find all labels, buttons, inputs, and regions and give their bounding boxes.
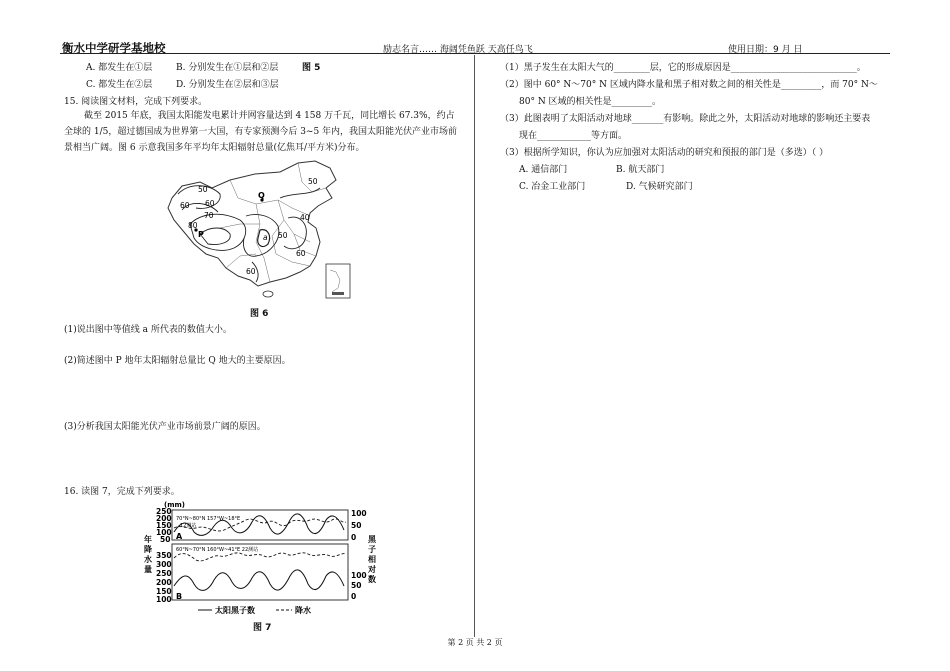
option-b: B. 分别发生在①层和②层 — [176, 63, 279, 73]
y-left-top-tick-1: 250 — [156, 507, 172, 516]
contour-label-60c: 60 — [296, 249, 306, 258]
option-a: A. 都发生在①层 — [86, 63, 153, 73]
figure-6-caption: 图 6 — [250, 309, 269, 319]
contour-label-60a: 60 — [205, 199, 215, 208]
y2-axis-title-1: 黑 — [368, 535, 376, 544]
contour-label-a: a — [263, 233, 268, 242]
legend-precipitation: 降水 — [295, 606, 311, 615]
option-c: C. 都发生在②层 — [86, 80, 153, 90]
right-option-a: A. 通信部门 — [519, 165, 568, 175]
y-right-top-tick-2: 50 — [351, 521, 362, 530]
sub-question-1: （1）黑子发生在太阳大气的________层，它的形成原因是____________________________。 — [500, 63, 866, 73]
y2-axis-title-4: 对 — [368, 565, 376, 574]
y2-axis-title-3: 相 — [368, 555, 376, 564]
y-axis-title-1: 年 — [144, 535, 152, 544]
y-left-bottom-tick-1: 350 — [156, 551, 172, 560]
question-15-material: 截至 2015 年底，我国太阳能发电累计并网容量达到 4 158 万千瓦，同比增长 67.3%，约占全球的 1/5，超过德国成为世界第一大国，有专家预测今后 3~5 年内，我国太阳能光伏产业市场前景相当广阔。图 6 示意我国多年平均年太阳辐射总量(亿焦耳/平方米)分布。 — [64, 111, 458, 153]
panel-a-region-note: 70°N~80°N 157°W~18°E — [176, 516, 241, 522]
contour-label-50c: 50 — [278, 231, 288, 240]
legend-sunspot: 太阳黑子数 — [215, 606, 255, 615]
panel-b-region-note: 60°N~70°N 160°W~41°E 22测站 — [176, 547, 259, 553]
y-left-top-tick-2: 200 — [156, 514, 172, 523]
contour-label-50b: 50 — [308, 177, 318, 186]
sub-question-2-line-2: 80° N 区域的相关性是_________。 — [519, 97, 662, 107]
contour-label-60d: 60 — [246, 267, 256, 276]
unit-label: (mm) — [164, 501, 185, 509]
y-left-top-tick-3: 150 — [156, 521, 172, 530]
right-option-c: C. 冶金工业部门 — [519, 182, 586, 192]
header-rule — [60, 53, 890, 54]
y-right-bottom-tick-1: 100 — [351, 571, 367, 580]
y-left-bottom-tick-3: 250 — [156, 569, 172, 578]
question-15-1: (1)说出图中等值线 a 所代表的数值大小。 — [64, 325, 232, 335]
panel-a-label: A — [176, 532, 183, 541]
sub-question-3-line-2: 现在____________等方面。 — [519, 131, 628, 141]
figure-7-caption: 图 7 — [253, 623, 272, 633]
y2-axis-title-2: 子 — [368, 545, 376, 554]
y-right-bottom-tick-3: 0 — [351, 592, 357, 601]
sub-question-4: （3）根据所学知识，你认为应加强对太阳活动的研究和预报的部门是（多选）（ ） — [500, 148, 829, 158]
contour-label-40: 40 — [300, 213, 310, 222]
y-left-top-tick-4: 100 — [156, 528, 172, 537]
y-left-bottom-tick-2: 300 — [156, 560, 172, 569]
question-16-title: 16. 读图 7，完成下列要求。 — [64, 487, 180, 497]
question-15-3: (3)分析我国太阳能光伏产业市场前景广阔的原因。 — [64, 422, 266, 432]
question-15-2: (2)简述图中 P 地年太阳辐射总量比 Q 地大的主要原因。 — [64, 356, 291, 366]
figure-7-chart — [130, 498, 380, 618]
y-left-bottom-tick-5: 150 — [156, 587, 172, 596]
contour-label-60b: 60 — [180, 201, 190, 210]
y-left-top-tick-5: 50 — [160, 535, 171, 544]
right-option-d: D. 气候研究部门 — [626, 182, 693, 192]
y-right-bottom-tick-2: 50 — [351, 581, 362, 590]
y2-axis-title-5: 数 — [368, 575, 376, 584]
y-right-top-tick-3: 0 — [351, 533, 357, 542]
y-left-bottom-tick-4: 200 — [156, 578, 172, 587]
point-p-label: P — [198, 230, 204, 239]
panel-b-label: B — [176, 592, 183, 601]
china-solar-radiation-map — [160, 158, 355, 302]
y-axis-title-4: 量 — [144, 565, 152, 574]
figure-5-caption: 图 5 — [302, 63, 321, 73]
page-footer: 第 2 页 共 2 页 — [447, 638, 503, 647]
option-d: D. 分别发生在②层和③层 — [176, 80, 279, 90]
question-15-title: 15. 阅读图文材料，完成下列要求。 — [64, 97, 208, 107]
sub-question-2-line-1: （2）图中 60° N～70° N 区域内降水量和黑子相对数之间的相关性是_________，而 70° N～ — [500, 80, 878, 90]
contour-label-50a: 50 — [198, 185, 208, 194]
contour-label-70: 70 — [204, 211, 214, 220]
y-left-bottom-tick-6: 100 — [156, 595, 172, 604]
school-name: 衡水中学研学基地校 — [62, 41, 166, 55]
right-option-b: B. 航天部门 — [616, 165, 665, 175]
column-divider — [474, 55, 475, 637]
point-q-label: Q — [258, 191, 265, 200]
panel-a-station-note: 12测站 — [180, 523, 197, 529]
y-axis-title-3: 水 — [144, 555, 152, 564]
motto: 励志名言…… 海阔凭鱼跃 天高任鸟飞 — [383, 45, 533, 55]
usage-date: 使用日期：9 月 日 — [728, 45, 803, 55]
y-right-top-tick-1: 100 — [351, 509, 367, 518]
y-axis-title-2: 降 — [144, 545, 152, 554]
contour-label-80: 80 — [188, 221, 198, 230]
sub-question-3-line-1: （3）此图表明了太阳活动对地球_______有影响。除此之外，太阳活动对地球的影响还主要表 — [500, 114, 871, 124]
